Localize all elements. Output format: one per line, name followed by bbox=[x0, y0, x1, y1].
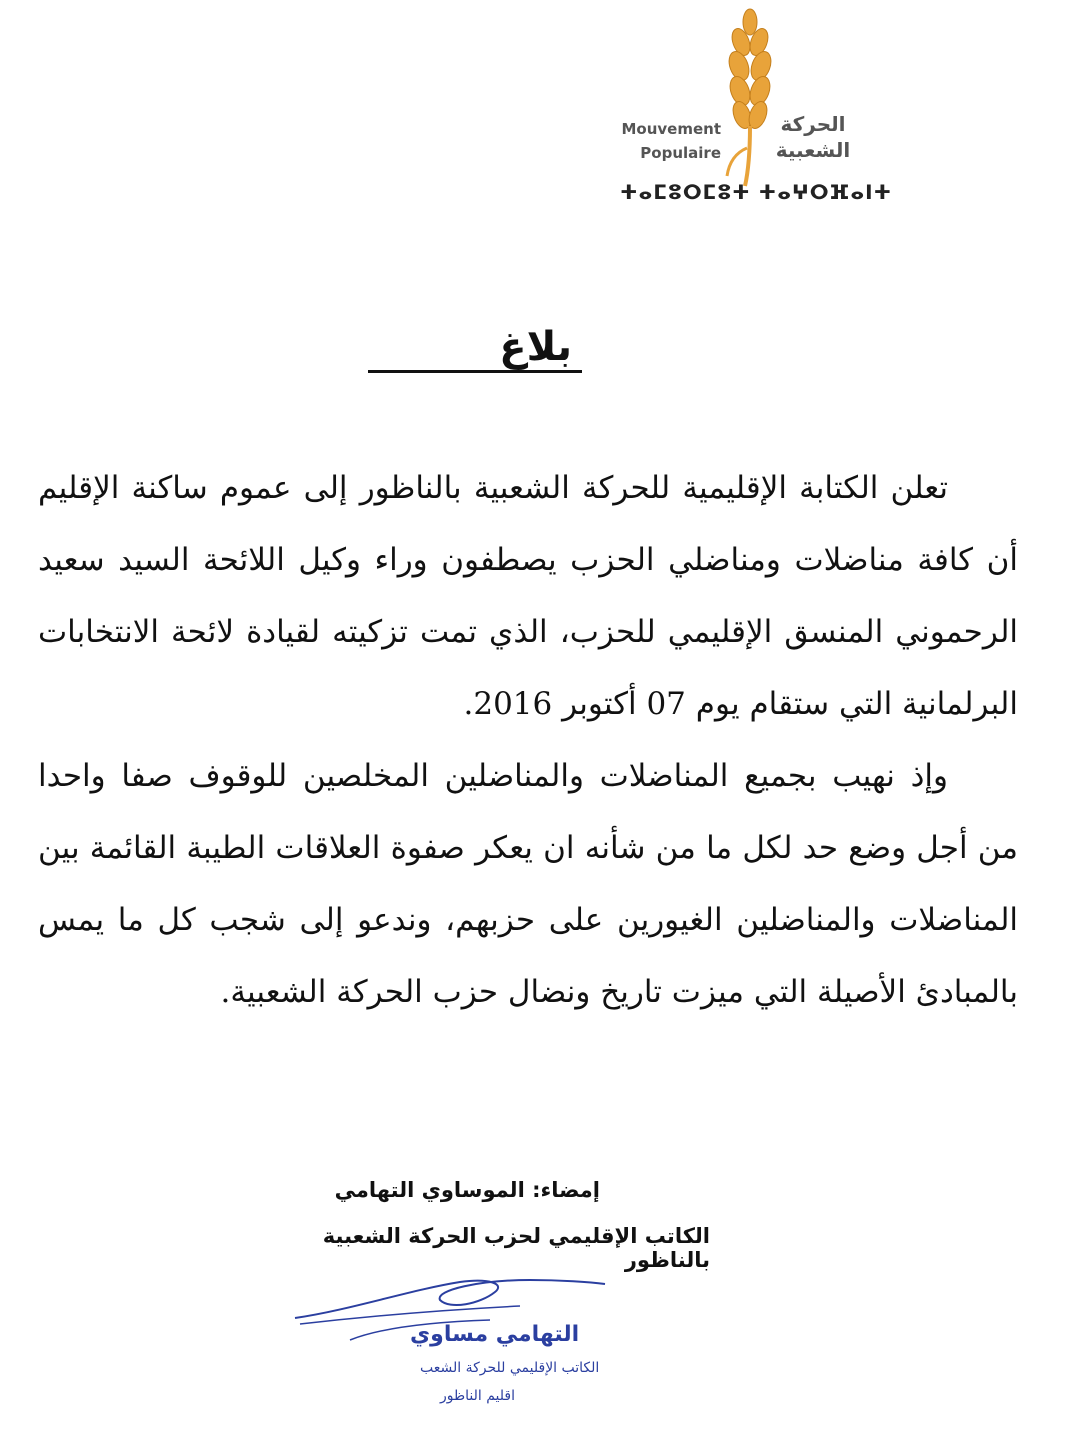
signature-block bbox=[260, 1178, 710, 1272]
logo-latin-line1: Mouvement bbox=[621, 120, 721, 138]
announcement-body bbox=[38, 452, 1018, 1028]
stamp-line-2: الكاتب الإقليمي للحركة الشعب bbox=[420, 1360, 600, 1376]
stamp-line-1: التهامي مساوي bbox=[410, 1322, 580, 1347]
title-text: بلاغ bbox=[499, 324, 572, 370]
paragraph-2: وإذ نهيب بجميع المناضلات والمناضلين المخلصين للوقوف صفا واحدا من أجل وضع حد لكل ما من شأنه ان يعكر صفوة العلاقات الطيبة القائمة بين المناضلات والمناضلين الغيورين على حزبهم، وندعو إلى شجب كل ما يمس بالمبادئ الأصيلة التي ميزت تاريخ ونضال حزب الحركة الشعبية. bbox=[38, 758, 1018, 1010]
handwritten-signature bbox=[290, 1270, 610, 1420]
signatory-name: إمضاء: الموساوي التهامي bbox=[334, 1178, 600, 1202]
logo-arabic-line1: الحركة bbox=[780, 112, 846, 136]
logo-arabic-line2: الشعبية bbox=[775, 138, 851, 162]
stamp-line-3: اقليم الناظور bbox=[440, 1388, 515, 1404]
document-title bbox=[360, 318, 590, 378]
title-underline bbox=[368, 370, 582, 373]
party-logo bbox=[585, 8, 893, 208]
logo-tifinagh-text: ⵜⴰⵎⵓⵔⵎⵓⵜ ⵜⴰⵖⵔⴼⴰⵏⵜ bbox=[620, 180, 893, 204]
paragraph-1: تعلن الكتابة الإقليمية للحركة الشعبية بالناظور إلى عموم ساكنة الإقليم أن كافة مناضلات ومناضلي الحزب يصطفون وراء وكيل اللائحة السيد سعيد الرحموني المنسق الإقليمي للحزب، الذي تمت تزكيته لقيادة لائحة الانتخابات البرلمانية التي ستقام يوم 07 أكتوبر 2016. bbox=[38, 470, 1018, 722]
signatory-role: الكاتب الإقليمي لحزب الحركة الشعبية بالناظور bbox=[322, 1224, 710, 1272]
logo-latin-line2: Populaire bbox=[640, 144, 721, 162]
